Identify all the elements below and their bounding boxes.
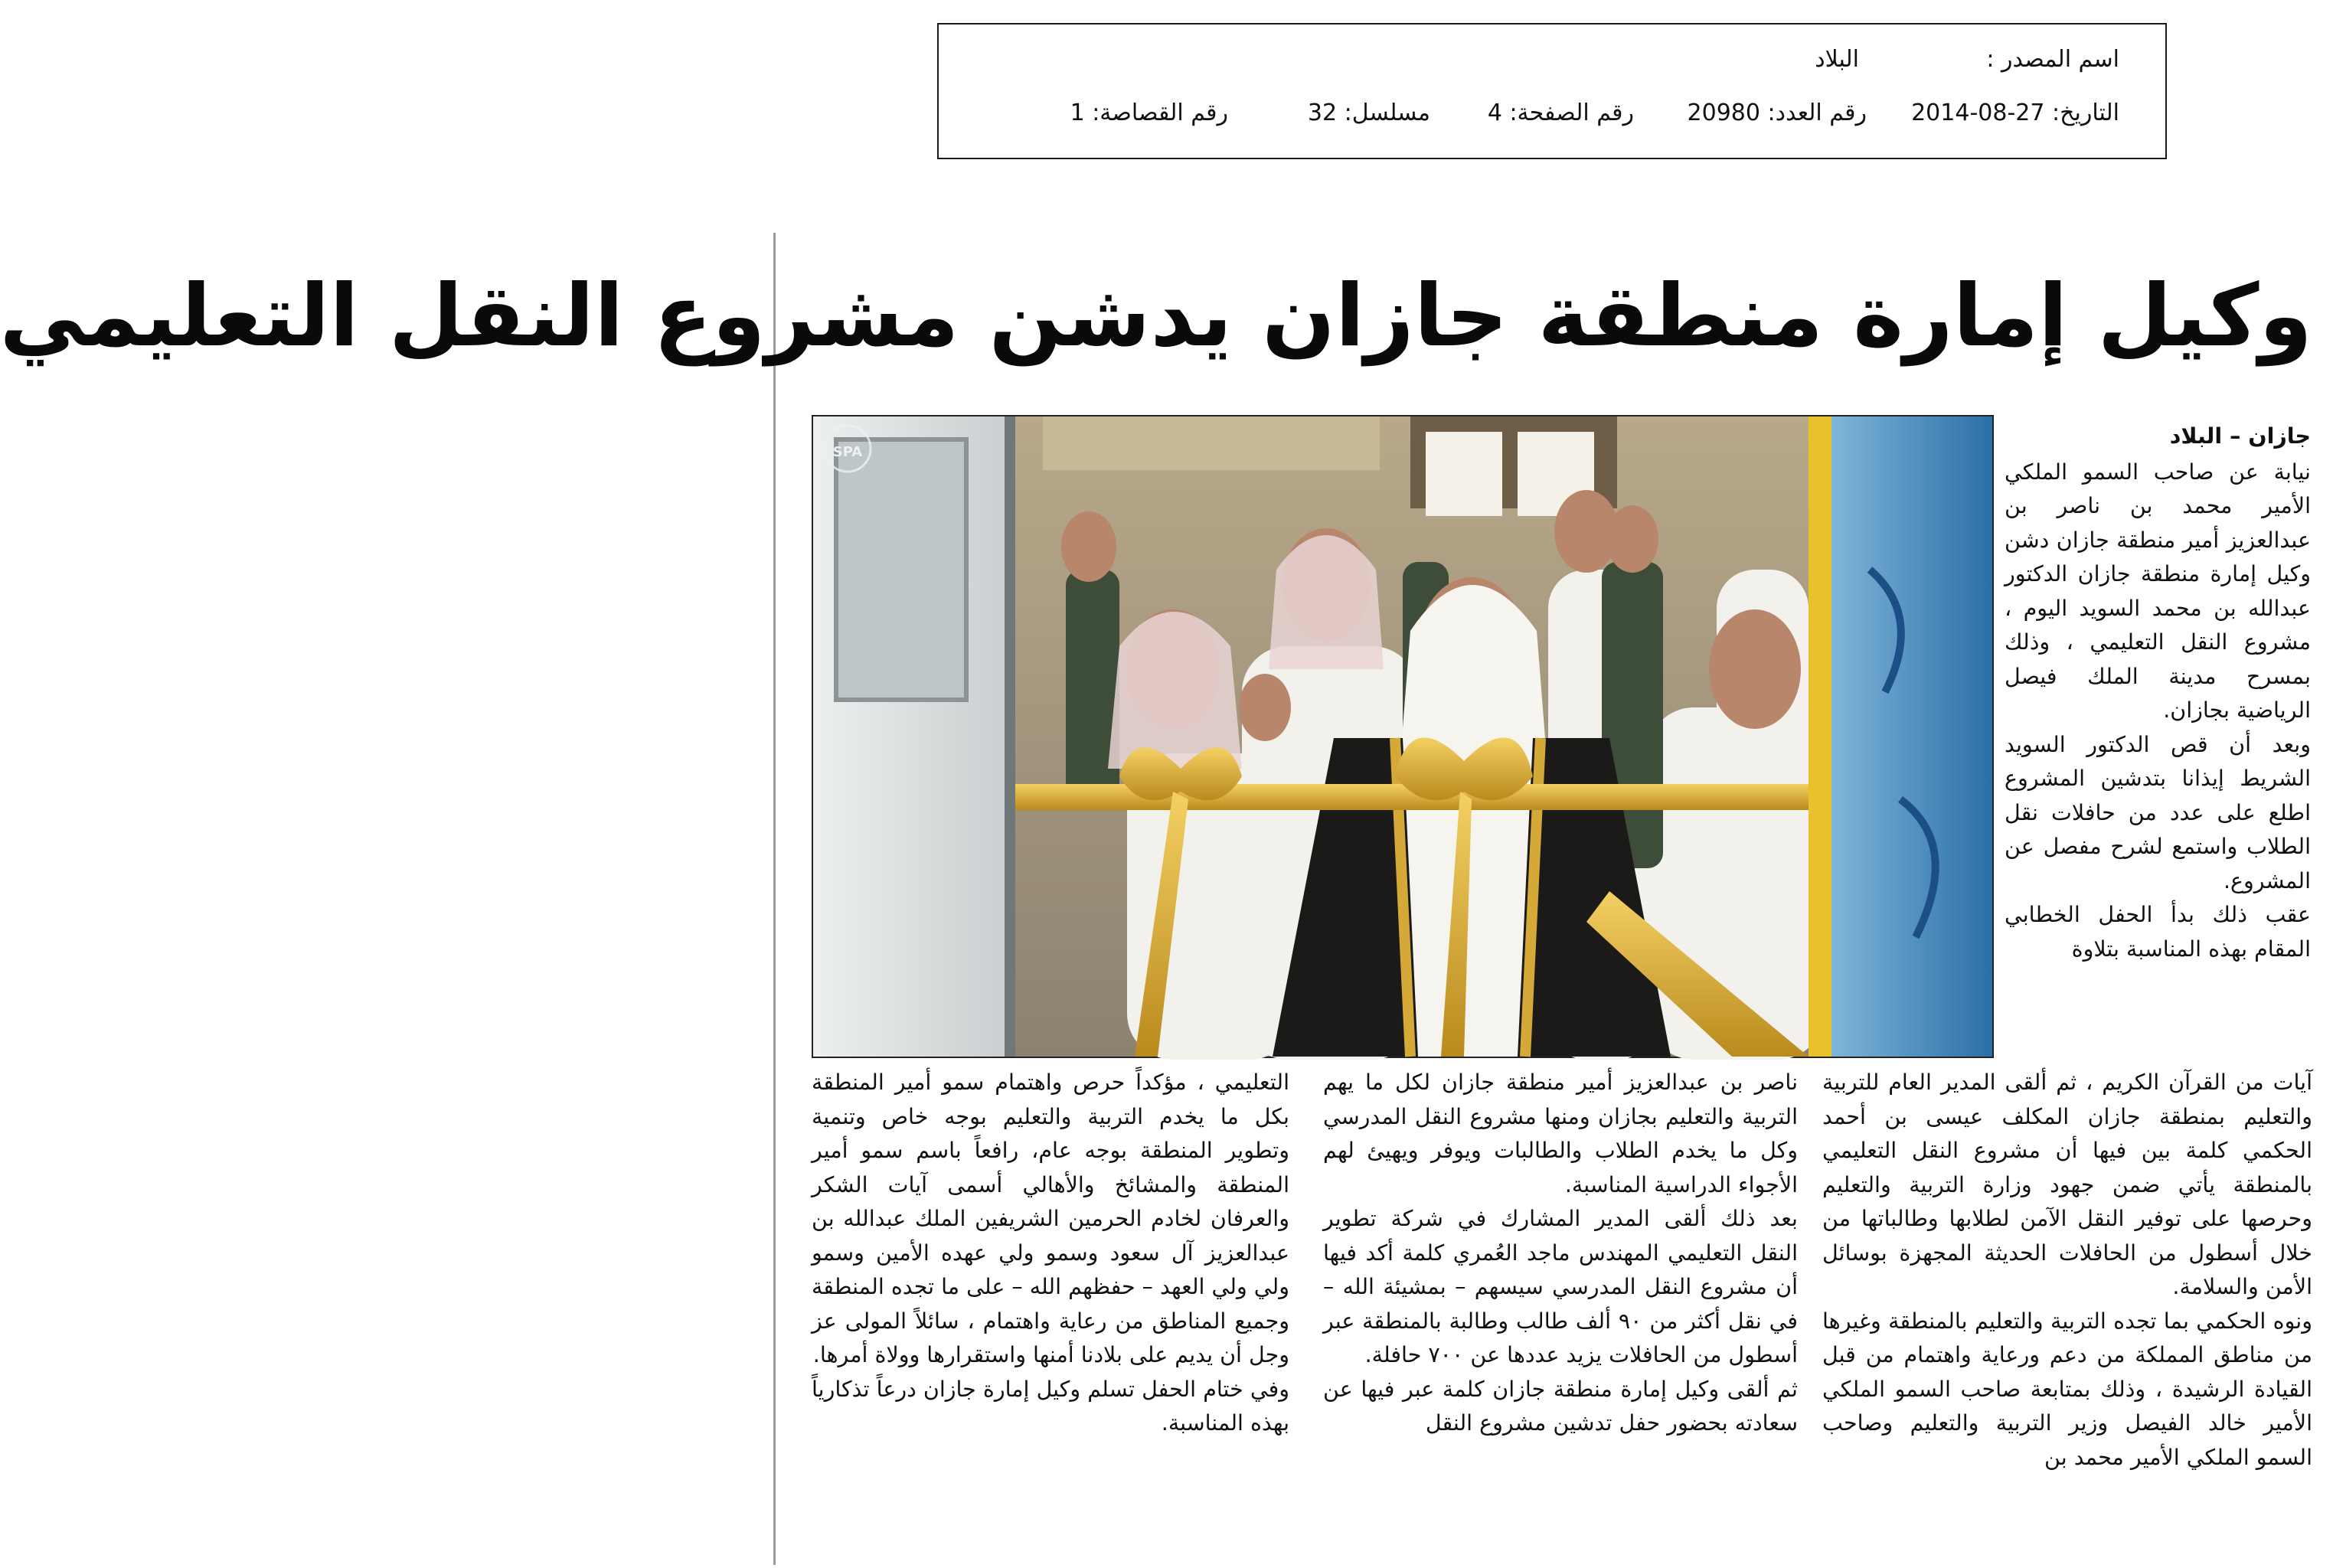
dateline: جازان – البلاد xyxy=(2169,423,2311,449)
article-column-3 xyxy=(1323,1066,1798,1568)
article-column-4 xyxy=(812,1066,1289,1568)
paragraph: التعليمي ، مؤكداً حرص واهتمام سمو أمير المنطقة بكل ما يخدم التربية والتعليم بوجه خاص وتنمية وتطوير المنطقة بوجه عام، رافعاً باسم سمو أمير المنطقة والمشائخ والأهالي أسمى آيات الشكر والعرفان لخادم الحرمين الشريفين الملك عبدالله بن عبدالعزيز آل سعود وسمو ولي عهده الأمين وسمو ولي ولي العهد – حفظهم الله – على ما تجده المنطقة وجميع المناطق من رعاية واهتمام ، سائلاً المولى عز وجل أن يديم على بلادنا أمنها واستقرارها وولاة أمرها. xyxy=(812,1070,1289,1367)
paragraph: بعد ذلك ألقى المدير المشارك في شركة تطوير النقل التعليمي المهندس ماجد العُمري كلمة أكد فيها أن مشروع النقل المدرسي سيسهم – بمشيئة الله – في نقل أكثر من ٩٠ ألف طالب وطالبة بالمنطقة عبر أسطول من الحافلات يزيد عددها عن ٧٠٠ حافلة. xyxy=(1323,1206,1798,1367)
paragraph: ناصر بن عبدالعزيز أمير منطقة جازان لكل ما يهم التربية والتعليم بجازان ومنها مشروع النقل المدرسي وكل ما يخدم الطلاب والطالبات ويوفر ويهيئ لهم الأجواء الدراسية المناسبة. xyxy=(1323,1070,1798,1197)
paragraph: عقب ذلك بدأ الحفل الخطابي المقام بهذه المناسبة بتلاوة xyxy=(2005,902,2311,962)
paragraph: نيابة عن صاحب السمو الملكي الأمير محمد بن ناصر بن عبدالعزيز أمير منطقة جازان دشن وكيل إمارة منطقة جازان الدكتور عبدالله بن محمد السويد اليوم ، مشروع النقل التعليمي ، وذلك بمسرح مدينة الملك فيصل الرياضية بجازان. xyxy=(2005,459,2311,723)
paragraph: وفي ختام الحفل تسلم وكيل إمارة جازان درعاً تذكارياً بهذه المناسبة. xyxy=(812,1376,1289,1436)
paragraph: ثم ألقى وكيل إمارة منطقة جازان كلمة عبر فيها عن سعادته بحضور حفل تدشين مشروع النقل xyxy=(1323,1376,1798,1436)
paragraph: آيات من القرآن الكريم ، ثم ألقى المدير العام للتربية والتعليم بمنطقة جازان المكلف عيسى بن أحمد الحكمي كلمة بين فيها أن مشروع النقل التعليمي بالمنطقة يأتي ضمن جهود وزارة التربية والتعليم وحرصها على توفير النقل الآمن لطلابها وطالباتها من خلال أسطول من الحافلات الحديثة المجهزة بوسائل الأمن والسلامة. xyxy=(1822,1070,2312,1299)
source-value: البلاد xyxy=(1815,46,1859,73)
article-column-1 xyxy=(2005,420,2311,1063)
clipping-info-box xyxy=(937,23,2167,159)
clip-number-field: رقم القصاصة: 1 xyxy=(1070,100,1228,126)
article-photo xyxy=(812,415,1994,1058)
article-column-2 xyxy=(1822,1066,2312,1568)
source-label: اسم المصدر : xyxy=(1986,46,2119,73)
article-headline: وكيل إمارة منطقة جازان يدشن مشروع النقل التعليمي xyxy=(0,266,2312,366)
spa-watermark: SPA xyxy=(832,444,863,460)
date-field: التاريخ: 27-08-2014 xyxy=(1911,100,2119,126)
paragraph: ونوه الحكمي بما تجده التربية والتعليم بالمنطقة وغيرها من مناطق المملكة من دعم ورعاية واهتمام من قبل القيادة الرشيدة ، وذلك بمتابعة صاحب السمو الملكي الأمير خالد الفيصل وزير التربية والتعليم وصاحب السمو الملكي الأمير محمد بن xyxy=(1822,1308,2312,1470)
column-rule xyxy=(773,233,776,1565)
page-number-field: رقم الصفحة: 4 xyxy=(1487,100,1634,126)
serial-field: مسلسل: 32 xyxy=(1307,100,1430,126)
issue-number-field: رقم العدد: 20980 xyxy=(1687,100,1867,126)
paragraph: وبعد أن قص الدكتور السويد الشريط إيذانا بتدشين المشروع اطلع على عدد من حافلات نقل الطلاب واستمع لشرح مفصل عن المشروع. xyxy=(2005,731,2311,893)
